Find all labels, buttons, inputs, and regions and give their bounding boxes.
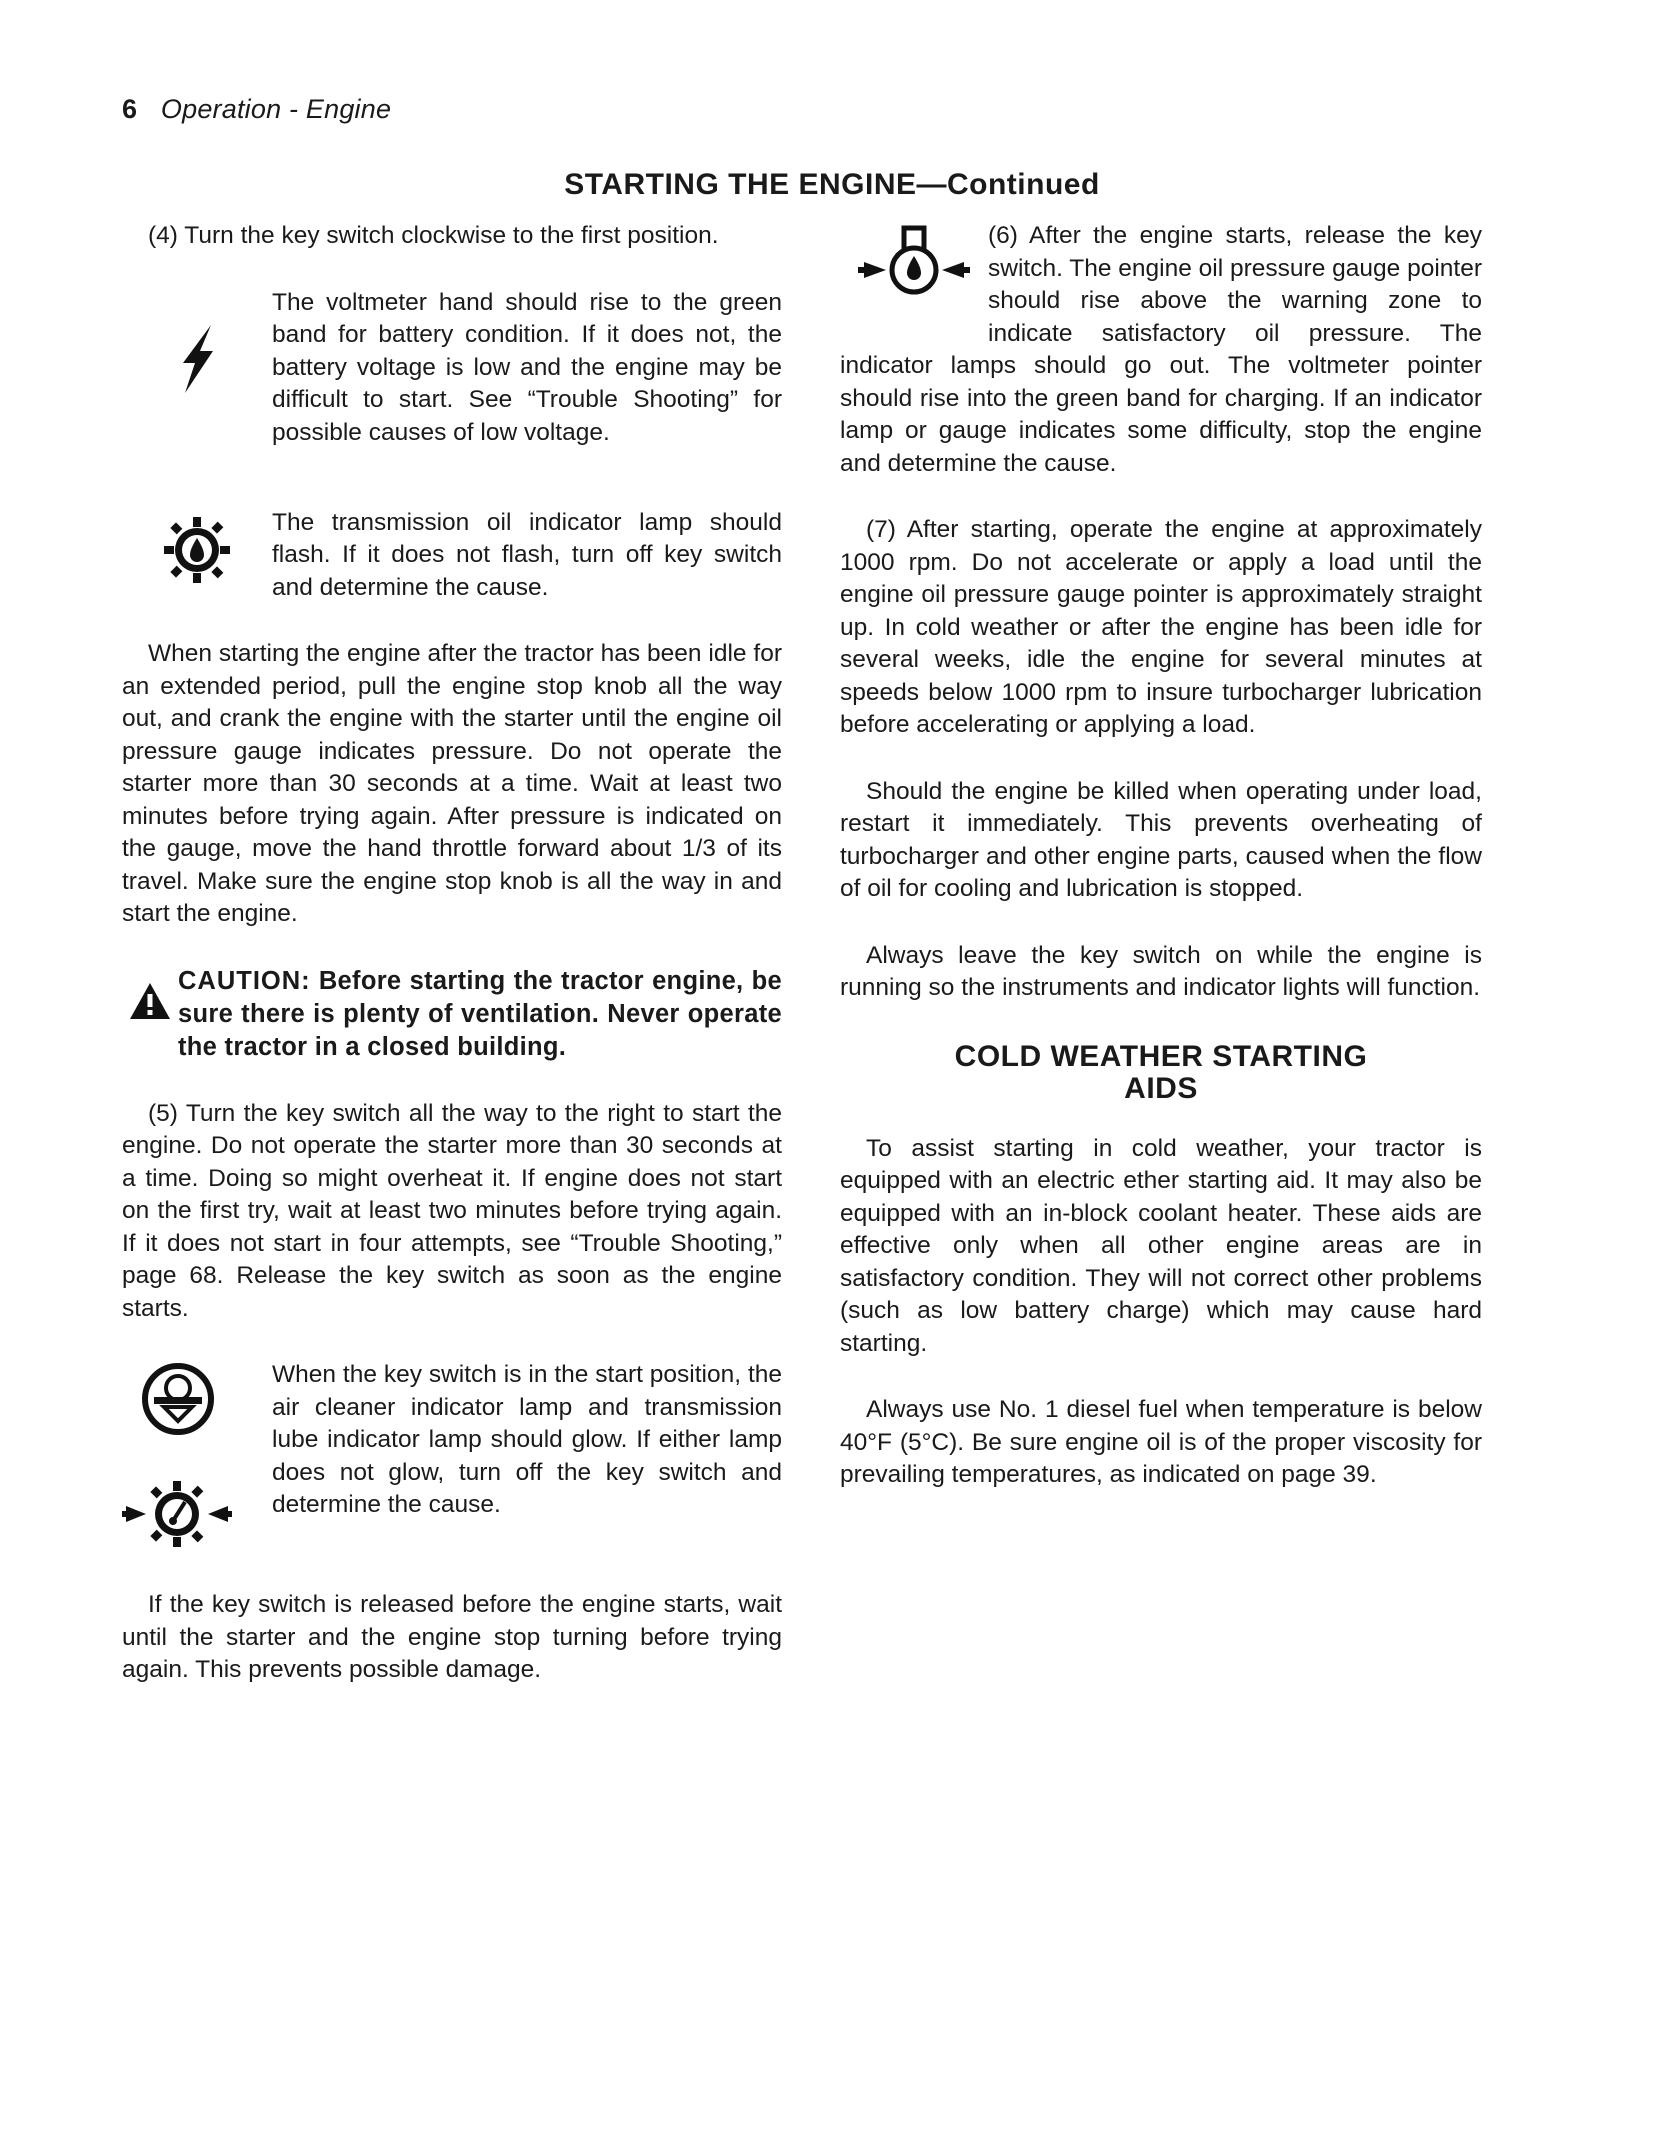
indicator-icons (122, 1359, 272, 1555)
caution-text: Before starting the tractor engine, be sure there is plenty of ventilation. Never operate the tractor in a closed building. (178, 966, 782, 1061)
cold-assist-paragraph: To assist starting in cold weather, your tractor is equipped with an electric ether starting aid. It may also be equipped with an in-block coolant heater. These aids are effective only when all other engine areas are in satisfactory condition. They will not correct other problems (such as low battery charge) which may cause hard starting. (840, 1134, 1482, 1357)
start-position-block (122, 1359, 782, 1555)
page-number: 6 (122, 94, 138, 124)
right-column (840, 220, 1482, 1492)
idle-period-paragraph: When starting the engine after the tractor has been idle for an extended period, pull the engine stop knob all the way out, and crank the engine with the starter until the engine oil pressure gauge indicates pressure. Do not operate the starter more than 30 seconds at a time. Wait at least two minutes before trying again. After pressure is indicated on the gauge, move the hand throttle forward about 1/3 of its travel. Make sure the engine stop knob is all the way in and start the engine. (122, 640, 782, 927)
released-paragraph: If the key switch is released before the engine starts, wait until the starter and the engine stop turning before trying again. This prevents possible damage. (122, 1591, 782, 1683)
voltmeter-block (122, 287, 782, 473)
transmission-oil-paragraph: The transmission oil indicator lamp should flash. If it does not flash, turn off key switch and determine the cause. (272, 508, 782, 601)
step-5-paragraph: (5) Turn the key switch all the way to the right to start the engine. Do not operate the starter more than 30 seconds at a time. Doing so might overheat it. If engine does not start on the first try, wait at least two minutes before trying again. If it does not start in four attempts, see “Trouble Shooting,” page 68. Release the key switch as soon as the engine starts. (122, 1099, 782, 1322)
transmission-oil-gear-icon (122, 507, 272, 603)
section-name: Operation - Engine (160, 94, 392, 124)
engine-killed-paragraph: Should the engine be killed when operating under load, restart it immediately. This prevents overheating of turbocharger and other engine parts, caused when the flow of oil for cooling and lubrication is stopped. (840, 777, 1482, 902)
step-4-paragraph: (4) Turn the key switch clockwise to the first position. (148, 222, 719, 249)
step-6-paragraph: (6) After the engine starts, release the key switch. The engine oil pressure gauge pointer should rise above the warning zone to indicate satisfactory oil pressure. The indicator lamps should go out. The voltmeter pointer should rise into the green band for charging. If an indicator lamp or gauge indicates some difficulty, stop the engine and determine the cause. (840, 222, 1482, 477)
air-cleaner-icon (140, 1361, 216, 1447)
start-position-paragraph: When the key switch is in the start position, the air cleaner indicator lamp and transmission lube indicator lamp should glow. If either lamp does not glow, turn off the key switch and determine the cause. (272, 1361, 782, 1518)
transmission-oil-block (122, 507, 782, 605)
caution-label: CAUTION: (178, 966, 311, 995)
cold-weather-heading-line1: COLD WEATHER STARTING (954, 1039, 1368, 1073)
engine-oil-pressure-icon (840, 220, 988, 348)
key-on-paragraph: Always leave the key switch on while the engine is running so the instruments and indicator lights will function. (840, 941, 1482, 1001)
voltmeter-paragraph: The voltmeter hand should rise to the green band for battery condition. If it does not, the battery voltage is low and the engine may be difficult to start. See “Trouble Shooting” for possible causes of low voltage. (272, 288, 782, 446)
cold-weather-heading (840, 1041, 1482, 1105)
step-6-block (840, 220, 1482, 480)
lightning-bolt-icon (122, 287, 272, 473)
page-header (122, 94, 391, 125)
warning-triangle-icon (122, 965, 178, 1037)
cold-weather-heading-line2: AIDS (1124, 1071, 1198, 1105)
left-column (122, 220, 782, 1687)
diesel-fuel-paragraph: Always use No. 1 diesel fuel when temperature is below 40°F (5°C). Be sure engine oil is of the proper viscosity for prevailing temperatures, as indicated on page 39. (840, 1396, 1482, 1488)
page-title: STARTING THE ENGINE—Continued (564, 168, 1100, 201)
step-7-paragraph: (7) After starting, operate the engine at approximately 1000 rpm. Do not accelerate or apply a load until the engine oil pressure gauge pointer is approximately straight up. In cold weather or after the engine has been idle for several weeks, idle the engine for several minutes at speeds below 1000 rpm to insure turbocharger lubrication before accelerating or applying a load. (840, 516, 1482, 738)
caution-block (122, 965, 782, 1064)
transmission-lube-gauge-icon (122, 1471, 232, 1567)
